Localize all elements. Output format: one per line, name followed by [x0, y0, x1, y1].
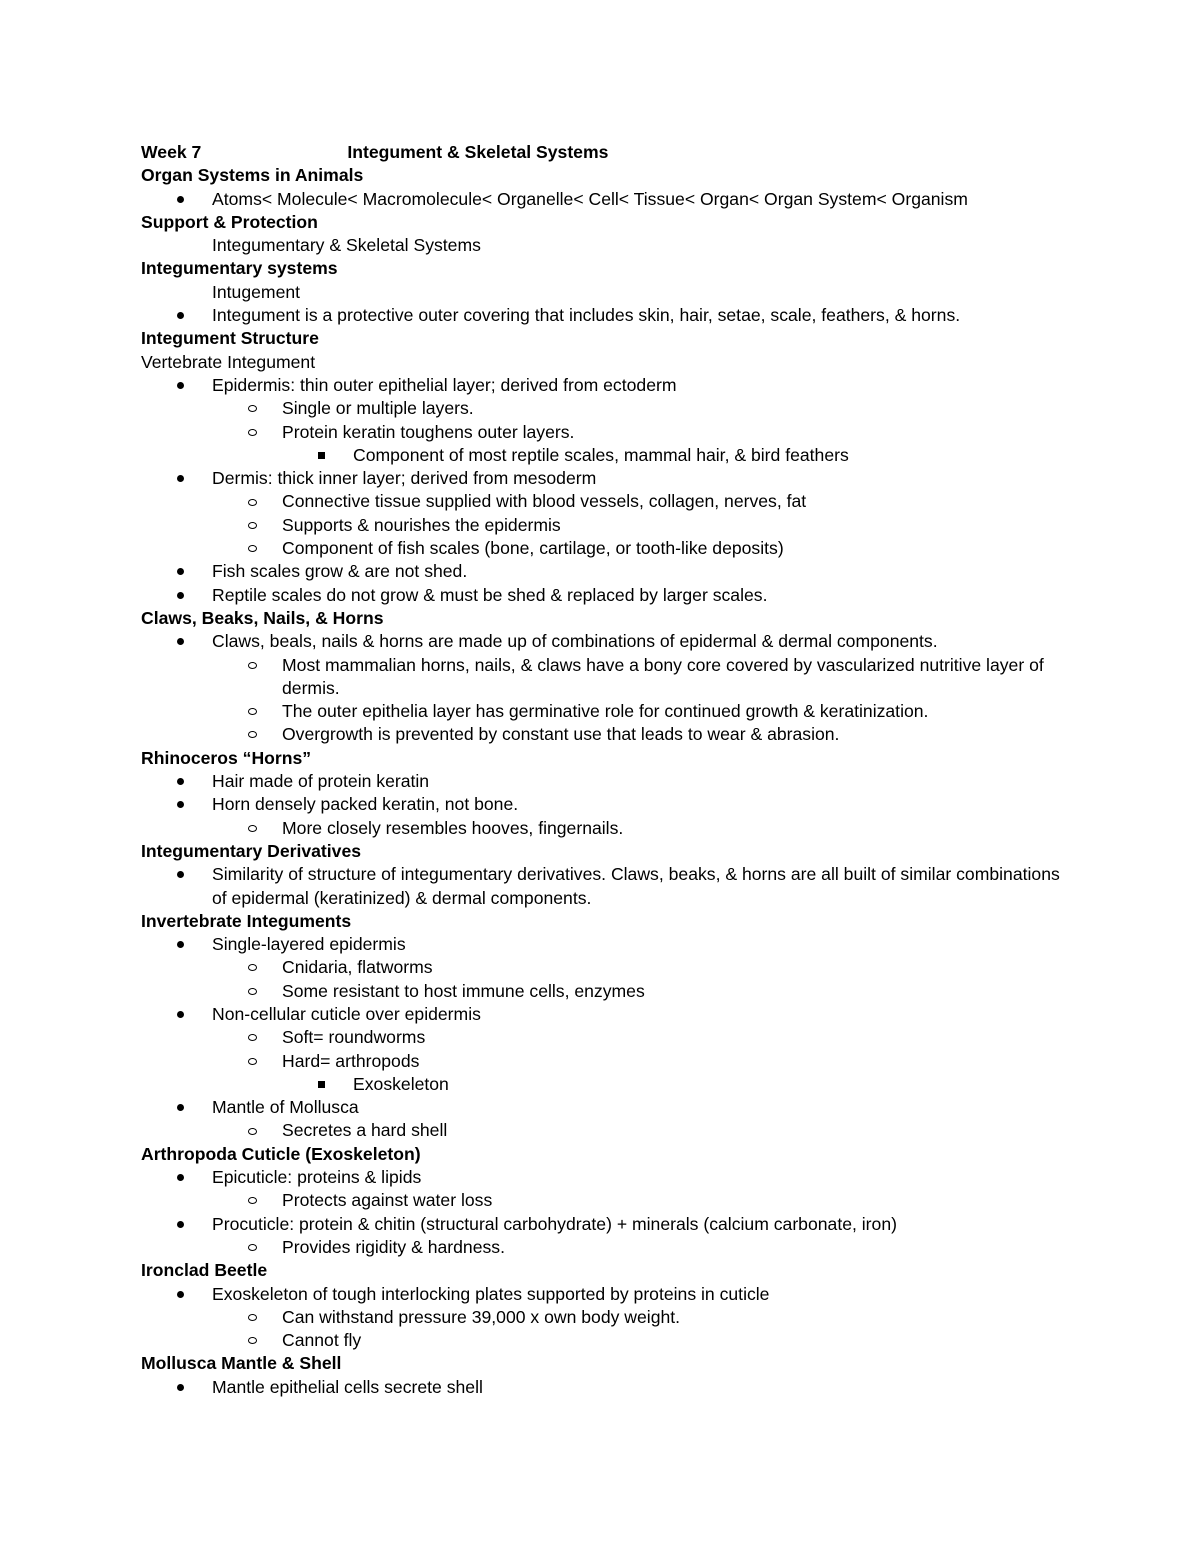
- list-item: [141, 514, 1061, 537]
- list-item: [141, 980, 1061, 1003]
- bullet-marker: [177, 560, 184, 583]
- bullet-marker: [177, 304, 184, 327]
- line-text: Integument Structure: [141, 328, 319, 349]
- section-heading: [141, 211, 1061, 234]
- line-text: Single-layered epidermis: [212, 934, 406, 955]
- bullet-marker: [177, 863, 184, 886]
- list-item: [141, 560, 1061, 583]
- list-item: [141, 700, 1061, 723]
- page-title: [141, 141, 1061, 164]
- bullet-marker: [318, 1073, 325, 1096]
- list-item: [141, 1119, 1061, 1142]
- list-item: [141, 490, 1061, 513]
- bullet-circle-icon: [248, 429, 257, 436]
- bullet-dot-icon: [177, 1291, 184, 1298]
- line-text: Hair made of protein keratin: [212, 771, 430, 792]
- list-item: [141, 397, 1061, 420]
- list-item: [141, 770, 1061, 793]
- section-heading: [141, 747, 1061, 770]
- week-label: Week 7: [141, 142, 202, 162]
- subheading: [141, 351, 1061, 374]
- line-text: Most mammalian horns, nails, & claws have a bony core covered by vascularized nutritive layer of dermis.: [282, 654, 1044, 698]
- line-text: Protein keratin toughens outer layers.: [282, 421, 575, 442]
- bullet-marker: [248, 817, 257, 840]
- line-text: Intugement: [212, 281, 301, 302]
- bullet-dot-icon: [177, 801, 184, 808]
- bullet-marker: [177, 933, 184, 956]
- bullet-marker: [177, 1166, 184, 1189]
- line-text: Non-cellular cuticle over epidermis: [212, 1003, 481, 1024]
- section-heading: [141, 1352, 1061, 1375]
- list-item: [141, 817, 1061, 840]
- line-text: Arthropoda Cuticle (Exoskeleton): [141, 1143, 421, 1164]
- bullet-marker: [177, 584, 184, 607]
- bullet-marker: [177, 630, 184, 653]
- line-text: Epidermis: thin outer epithelial layer; derived from ectoderm: [212, 374, 677, 395]
- bullet-marker: [177, 793, 184, 816]
- bullet-dot-icon: [177, 638, 184, 645]
- line-text: Ironclad Beetle: [141, 1260, 268, 1281]
- indented-text: [141, 234, 1061, 257]
- list-item: [141, 1096, 1061, 1119]
- line-text: More closely resembles hooves, fingernails.: [282, 817, 624, 838]
- section-heading: [141, 1259, 1061, 1282]
- bullet-circle-icon: [248, 522, 257, 529]
- line-text: Provides rigidity & hardness.: [282, 1236, 505, 1257]
- bullet-dot-icon: [177, 941, 184, 948]
- line-text: Exoskeleton of tough interlocking plates supported by proteins in cuticle: [212, 1283, 770, 1304]
- bullet-circle-icon: [248, 1337, 257, 1344]
- bullet-circle-icon: [248, 964, 257, 971]
- bullet-marker: [177, 374, 184, 397]
- bullet-circle-icon: [248, 825, 257, 832]
- list-item: [141, 654, 1061, 701]
- line-text: Organ Systems in Animals: [141, 165, 364, 186]
- line-text: Fish scales grow & are not shed.: [212, 561, 468, 582]
- list-item: [141, 188, 1061, 211]
- list-item: [141, 1213, 1061, 1236]
- bullet-circle-icon: [248, 1197, 257, 1204]
- line-text: Protects against water loss: [282, 1190, 493, 1211]
- bullet-marker: [248, 700, 257, 723]
- line-text: Dermis: thick inner layer; derived from mesoderm: [212, 468, 597, 489]
- list-item: [141, 956, 1061, 979]
- bullet-circle-icon: [248, 1244, 257, 1251]
- line-text: Epicuticle: proteins & lipids: [212, 1167, 422, 1188]
- list-item: [141, 374, 1061, 397]
- line-text: Mollusca Mantle & Shell: [141, 1353, 342, 1374]
- section-heading: [141, 164, 1061, 187]
- bullet-marker: [248, 1119, 257, 1142]
- list-item: [141, 1073, 1061, 1096]
- bullet-marker: [177, 770, 184, 793]
- line-text: Claws, Beaks, Nails, & Horns: [141, 607, 384, 628]
- line-text: Exoskeleton: [353, 1073, 449, 1094]
- bullet-circle-icon: [248, 988, 257, 995]
- bullet-circle-icon: [248, 708, 257, 715]
- line-text: The outer epithelia layer has germinative role for continued growth & keratinization.: [282, 701, 929, 722]
- bullet-marker: [177, 467, 184, 490]
- line-text: Integumentary systems: [141, 258, 338, 279]
- bullet-square-icon: [318, 1081, 325, 1088]
- bullet-marker: [248, 1050, 257, 1073]
- list-item: [141, 1050, 1061, 1073]
- list-item: [141, 1376, 1061, 1399]
- bullet-dot-icon: [177, 1221, 184, 1228]
- section-heading: [141, 910, 1061, 933]
- bullet-dot-icon: [177, 1104, 184, 1111]
- line-text: Support & Protection: [141, 211, 318, 232]
- list-item: [141, 1166, 1061, 1189]
- bullet-circle-icon: [248, 662, 257, 669]
- list-item: [141, 1283, 1061, 1306]
- line-text: Atoms< Molecule< Macromolecule< Organelle< Cell< Tissue< Organ< Organ System< Organism: [212, 188, 968, 209]
- line-text: Soft= roundworms: [282, 1027, 426, 1048]
- list-item: [141, 1003, 1061, 1026]
- line-text: Secretes a hard shell: [282, 1120, 448, 1141]
- line-text: Mantle epithelial cells secrete shell: [212, 1376, 483, 1397]
- line-text: Similarity of structure of integumentary derivatives. Claws, beaks, & horns are all built of similar combinations of epidermal (keratinized) & dermal components.: [212, 864, 1060, 908]
- bullet-dot-icon: [177, 778, 184, 785]
- bullet-marker: [177, 188, 184, 211]
- bullet-marker: [248, 956, 257, 979]
- list-item: [141, 1026, 1061, 1049]
- bullet-dot-icon: [177, 382, 184, 389]
- list-item: [141, 933, 1061, 956]
- line-text: Cnidaria, flatworms: [282, 957, 433, 978]
- bullet-dot-icon: [177, 592, 184, 599]
- line-text: Cannot fly: [282, 1330, 362, 1351]
- bullet-marker: [318, 444, 325, 467]
- list-item: [141, 421, 1061, 444]
- bullet-dot-icon: [177, 1174, 184, 1181]
- bullet-marker: [177, 1213, 184, 1236]
- section-heading: [141, 840, 1061, 863]
- bullet-circle-icon: [248, 1034, 257, 1041]
- bullet-dot-icon: [177, 312, 184, 319]
- list-item: [141, 304, 1061, 327]
- line-text: Overgrowth is prevented by constant use that leads to wear & abrasion.: [282, 724, 840, 745]
- bullet-circle-icon: [248, 499, 257, 506]
- list-item: [141, 444, 1061, 467]
- line-text: Integumentary & Skeletal Systems: [212, 235, 481, 256]
- line-text: Single or multiple layers.: [282, 398, 474, 419]
- bullet-marker: [248, 980, 257, 1003]
- indented-text: [141, 281, 1061, 304]
- topic-label: Integument & Skeletal Systems: [347, 142, 609, 162]
- section-heading: [141, 607, 1061, 630]
- bullet-circle-icon: [248, 1058, 257, 1065]
- section-heading: [141, 327, 1061, 350]
- list-item: [141, 1236, 1061, 1259]
- list-item: [141, 723, 1061, 746]
- list-item: [141, 1189, 1061, 1212]
- list-item: [141, 630, 1061, 653]
- line-text: Can withstand pressure 39,000 x own body weight.: [282, 1306, 681, 1327]
- bullet-circle-icon: [248, 731, 257, 738]
- line-text: Integumentary Derivatives: [141, 840, 362, 861]
- bullet-circle-icon: [248, 1314, 257, 1321]
- bullet-circle-icon: [248, 545, 257, 552]
- line-text: Component of most reptile scales, mammal hair, & bird feathers: [353, 444, 849, 465]
- bullet-marker: [177, 1283, 184, 1306]
- bullet-dot-icon: [177, 871, 184, 878]
- bullet-marker: [248, 514, 257, 537]
- document-body: [141, 141, 1061, 1399]
- bullet-marker: [177, 1003, 184, 1026]
- bullet-dot-icon: [177, 196, 184, 203]
- bullet-marker: [248, 421, 257, 444]
- line-text: Integument is a protective outer covering that includes skin, hair, setae, scale, feathers, & horns.: [212, 305, 961, 326]
- list-item: [141, 467, 1061, 490]
- bullet-marker: [248, 397, 257, 420]
- line-text: Procuticle: protein & chitin (structural carbohydrate) + minerals (calcium carbonate, iron): [212, 1213, 897, 1234]
- bullet-dot-icon: [177, 475, 184, 482]
- line-text: Claws, beals, nails & horns are made up of combinations of epidermal & dermal components.: [212, 631, 938, 652]
- bullet-marker: [248, 1329, 257, 1352]
- bullet-marker: [177, 1096, 184, 1119]
- list-item: [141, 1306, 1061, 1329]
- bullet-marker: [177, 1376, 184, 1399]
- bullet-dot-icon: [177, 1384, 184, 1391]
- bullet-circle-icon: [248, 405, 257, 412]
- bullet-marker: [248, 723, 257, 746]
- bullet-marker: [248, 1189, 257, 1212]
- line-text: Rhinoceros “Horns”: [141, 747, 312, 768]
- line-text: Invertebrate Integuments: [141, 910, 352, 931]
- list-item: [141, 1329, 1061, 1352]
- bullet-marker: [248, 1026, 257, 1049]
- line-text: Supports & nourishes the epidermis: [282, 514, 561, 535]
- line-text: Vertebrate Integument: [141, 351, 316, 372]
- bullet-marker: [248, 1236, 257, 1259]
- list-item: [141, 537, 1061, 560]
- bullet-dot-icon: [177, 1011, 184, 1018]
- bullet-circle-icon: [248, 1128, 257, 1135]
- line-text: Some resistant to host immune cells, enzymes: [282, 980, 645, 1001]
- bullet-marker: [248, 490, 257, 513]
- list-item: [141, 793, 1061, 816]
- line-text: Connective tissue supplied with blood vessels, collagen, nerves, fat: [282, 491, 807, 512]
- line-text: Reptile scales do not grow & must be shed & replaced by larger scales.: [212, 584, 768, 605]
- line-text: Component of fish scales (bone, cartilage, or tooth-like deposits): [282, 538, 784, 559]
- bullet-square-icon: [318, 452, 325, 459]
- list-item: [141, 863, 1061, 910]
- section-heading: [141, 1143, 1061, 1166]
- bullet-marker: [248, 537, 257, 560]
- list-item: [141, 584, 1061, 607]
- line-text: Hard= arthropods: [282, 1050, 420, 1071]
- line-text: Horn densely packed keratin, not bone.: [212, 794, 519, 815]
- bullet-marker: [248, 1306, 257, 1329]
- bullet-marker: [248, 654, 257, 677]
- bullet-dot-icon: [177, 568, 184, 575]
- line-text: Mantle of Mollusca: [212, 1097, 359, 1118]
- section-heading: [141, 257, 1061, 280]
